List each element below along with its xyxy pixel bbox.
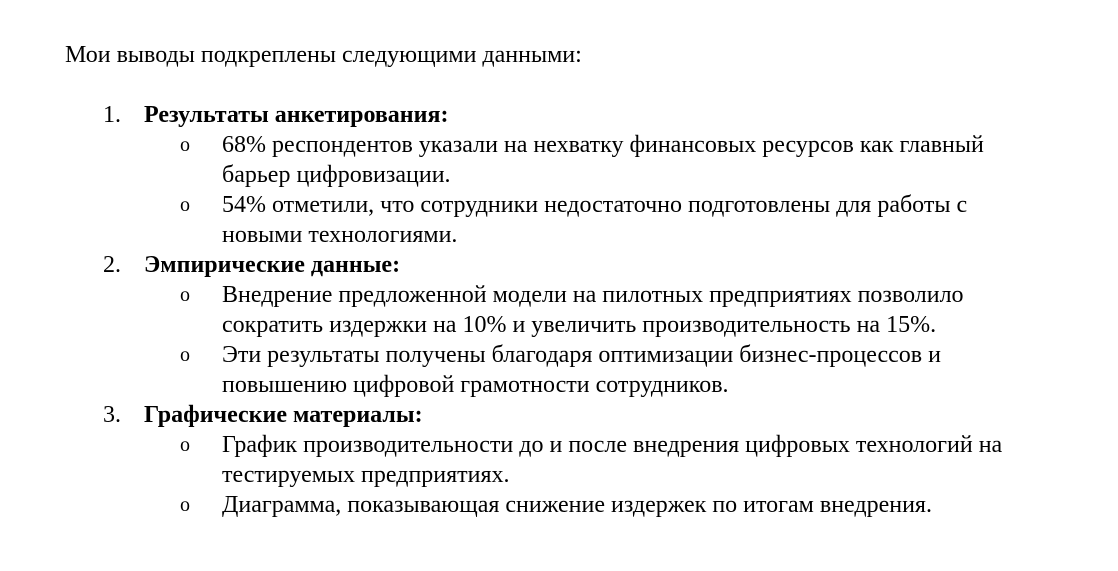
bullet-line: Внедрение предложенной модели на пилотных предприятиях позволило [222,282,964,308]
bullet-text [222,340,1102,400]
list-item [0,340,1118,400]
intro-paragraph: Мои выводы подкреплены следующими данными: [65,42,582,68]
bullet-text [222,430,1102,490]
section-title: Графические материалы: [144,402,423,428]
bullet-circle-icon: o [180,494,190,516]
list-item [0,430,1118,490]
bullet-line: Диаграмма, показывающая снижение издержек по итогам внедрения. [222,492,932,518]
bullet-line: 68% респондентов указали на нехватку финансовых ресурсов как главный [222,132,984,158]
bullet-circle-icon: o [180,194,190,216]
section-2-heading [0,250,1118,280]
bullet-line: Эти результаты получены благодаря оптимизации бизнес-процессов и [222,342,941,368]
section-1-heading [0,100,1118,130]
bullet-text [222,280,1102,340]
bullet-circle-icon: o [180,134,190,156]
list-item [0,130,1118,190]
section-title: Результаты анкетирования: [144,102,449,128]
bullet-text [222,490,1102,520]
section-number: 3. [103,402,121,428]
list-item [0,490,1118,520]
bullet-line: новыми технологиями. [222,222,458,248]
findings-list [0,100,1118,520]
bullet-line: тестируемых предприятиях. [222,462,510,488]
list-item [0,190,1118,250]
list-item [0,280,1118,340]
bullet-circle-icon: o [180,434,190,456]
section-number: 1. [103,102,121,128]
bullet-circle-icon: o [180,284,190,306]
section-number: 2. [103,252,121,278]
section-title: Эмпирические данные: [144,252,401,278]
bullet-text [222,190,1102,250]
bullet-line: График производительности до и после внедрения цифровых технологий на [222,432,1003,458]
bullet-line: 54% отметили, что сотрудники недостаточно подготовлены для работы с [222,192,968,218]
bullet-line: повышению цифровой грамотности сотрудников. [222,372,729,398]
bullet-line: барьер цифровизации. [222,162,451,188]
bullet-circle-icon: o [180,344,190,366]
bullet-line: сократить издержки на 10% и увеличить производительность на 15%. [222,312,937,338]
bullet-text [222,130,1102,190]
section-3-heading [0,400,1118,430]
